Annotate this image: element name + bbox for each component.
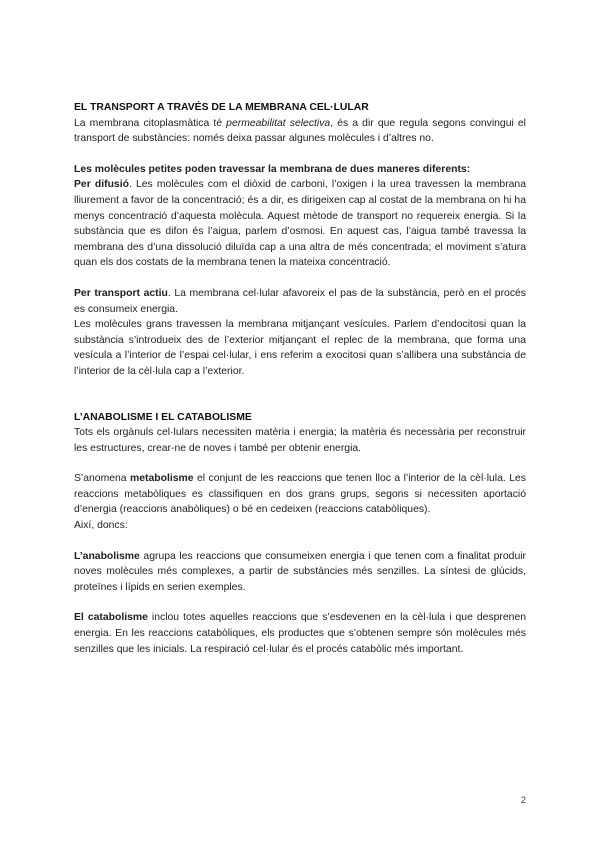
metabolism-post: el conjunt de les reaccions que tenen lloc a l’interior de la cèl·lula. Les reaccions metabòliques es classifiquen en dos grans grups, segons si necessiten aportació d’energia (reaccions anabòliques) o bé en cedeixen (reaccions catabòliques). [74, 473, 526, 516]
diffusion-label: Per difusió [74, 179, 129, 191]
small-molecules-heading: Les molècules petites poden travessar la membrana de dues maneres diferents: [74, 163, 471, 175]
diffusion-text: . Les molècules com el diòxid de carboni, l’oxigen i la urea travessen la membrana lliurement a favor de la concentració; és a dir, es dirigeixen cap al costat de la membrana on hi ha menys concentració d’aquesta molècula. Aquest mètode de transport no requereix energia. Si la substància que es difon és l’aigua, parlem d’osmosi. En aquest cas, l’aigua també travessa la membrana des d’una dissolució diluïda cap a una altra de més concentrada; el moviment s’atura quan els dos costats de la membrana tenen la mateixa concentració. [74, 179, 526, 269]
catabolism-label: El catabolisme [74, 612, 148, 624]
anabolism-label: L’anabolisme [74, 550, 140, 562]
metabolism-definition-paragraph [74, 471, 526, 518]
transport-section-title: EL TRANSPORT A TRAVÉS DE LA MEMBRANA CEL·LULAR [74, 102, 369, 113]
therefore-line: Així, doncs: [74, 520, 128, 532]
metabolism-pre: S’anomena [74, 473, 131, 485]
selective-permeability-term: permeabilitat selectiva [226, 117, 331, 129]
metabolism-section-title: L’ANABOLISME I EL CATABOLISME [74, 411, 252, 423]
active-transport-paragraph [74, 286, 526, 317]
page-content [74, 100, 526, 657]
metabolism-label: metabolisme [130, 473, 194, 485]
active-transport-text: . La membrana cel·lular afavoreix el pas de la substància, però en el procés es consumeix energia. [74, 287, 526, 315]
page-number: 2 [520, 795, 526, 806]
catabolism-paragraph [74, 610, 526, 657]
anabolism-text: agrupa les reaccions que consumeixen energia i que tenen com a finalitat produir noves molècules més complexes, a partir de substàncies més senzilles. La síntesi de glúcids, proteïnes i lípids en serien exemples. [74, 550, 526, 593]
metabolism-intro-paragraph: Tots els orgànuls cel·lulars necessiten matèria i energia; la matèria és necessària per reconstruir les estructures, crear-ne de noves i també per obtenir energia. [74, 427, 526, 454]
transport-intro-post: , és a dir que regula segons convingui el transport de substàncies: només deixa passar algunes molècules i d’altres no. [74, 117, 526, 145]
transport-intro-paragraph [74, 116, 526, 147]
transport-intro-pre: La membrana citoplasmàtica té [74, 117, 227, 129]
anabolism-paragraph [74, 549, 526, 596]
active-transport-label: Per transport actiu [74, 287, 168, 299]
diffusion-paragraph [74, 177, 526, 271]
catabolism-text: inclou totes aquelles reaccions que s’esdevenen en la cèl·lula i que desprenen energia. En les reaccions catabòliques, els productes que s’obtenen sempre són molècules més senzilles que les inicials. La respiració cel·lular és el procés catabòlic més important. [74, 612, 526, 655]
vesicles-paragraph: Les molècules grans travessen la membrana mitjançant vesícules. Parlem d’endocitosi quan la substància s’introdueix des de l’exterior mitjançant el replec de la membrana, que forma una vesícula a l’interior de l’espai cel·lular, i ens referim a exocitosi quan s’allibera una substància de l’interior de la cèl·lula cap a l’exterior. [74, 319, 526, 377]
